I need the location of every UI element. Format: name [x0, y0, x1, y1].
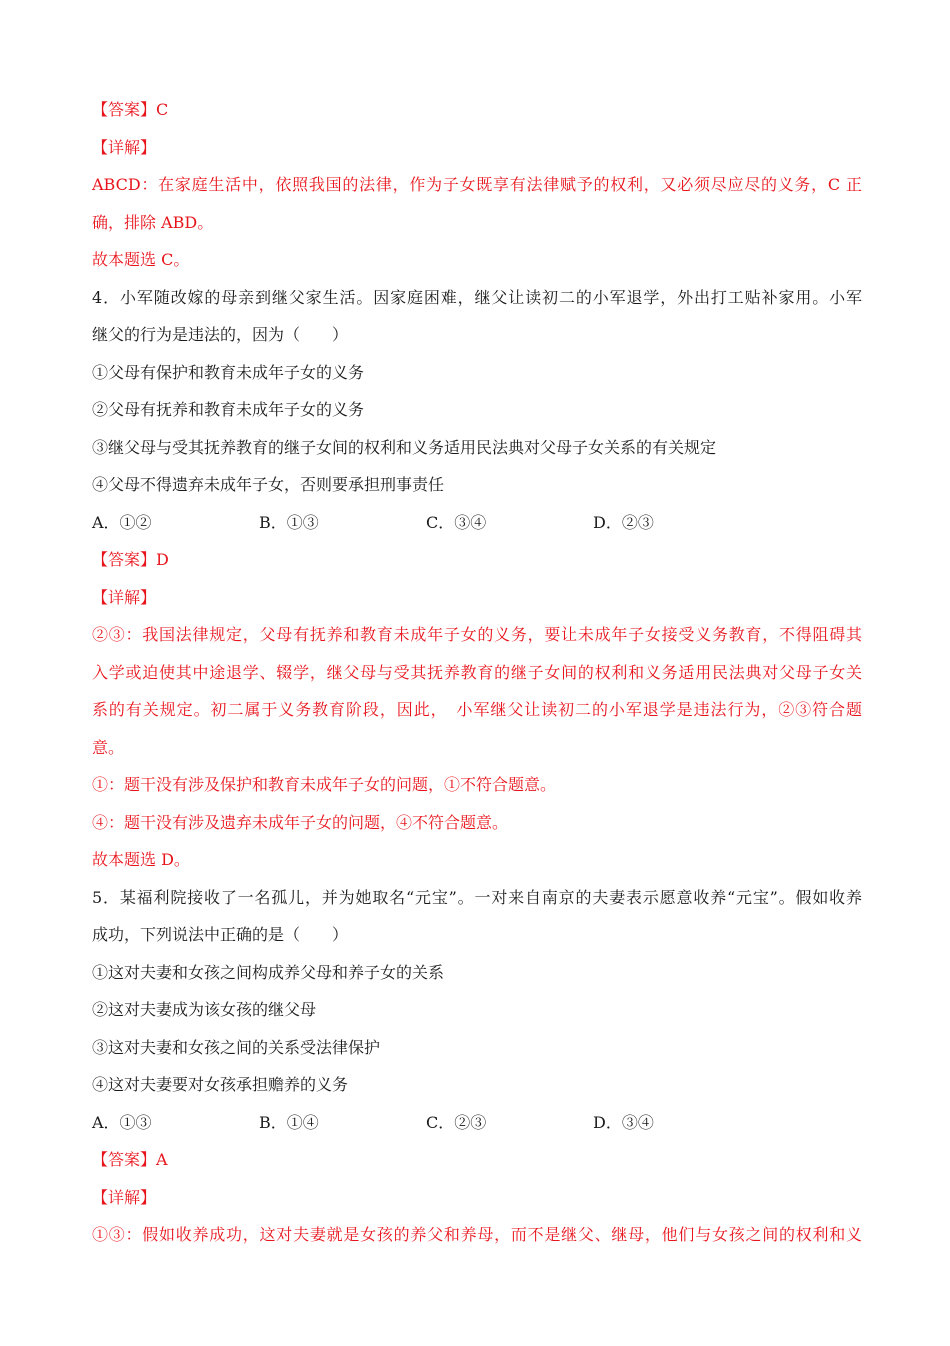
option-d: D．③④	[593, 1113, 654, 1132]
q4-stem: 4．小军随改嫁的母亲到继父家生活。因家庭困难，继父让读初二的小军退学，外出打工贴补家用。小军	[92, 288, 862, 307]
q3-detail-label: 【详解】	[92, 138, 157, 157]
q5-detail-label: 【详解】	[92, 1188, 157, 1207]
option-b: B．①④	[259, 1113, 319, 1132]
q4-answer	[92, 550, 862, 570]
option-b: B．①③	[259, 513, 319, 532]
option-a: A．①③	[92, 1113, 152, 1132]
q5-answer	[92, 1150, 862, 1170]
q5-item: ①这对夫妻和女孩之间构成养父母和养子女的关系	[92, 963, 445, 982]
q4-detail-line: ④：题干没有涉及遗弃未成年子女的问题，④不符合题意。	[92, 813, 509, 832]
answer-label: 【答案】	[92, 100, 157, 119]
q4-detail-line: ①：题干没有涉及保护和教育未成年子女的问题，①不符合题意。	[92, 775, 557, 794]
q5-item: ③这对夫妻和女孩之间的关系受法律保护	[92, 1038, 381, 1057]
q4-item: ①父母有保护和教育未成年子女的义务	[92, 363, 365, 382]
q5-item: ④这对夫妻要对女孩承担赡养的义务	[92, 1075, 349, 1094]
option-c: C．③④	[426, 513, 487, 532]
q5-stem: 成功，下列说法中正确的是（ ）	[92, 925, 349, 944]
q3-answer	[92, 100, 862, 120]
q4-conclusion: 故本题选 D。	[92, 850, 190, 869]
q4-detail-line: ②③：我国法律规定，父母有抚养和教育未成年子女的义务，要让未成年子女接受义务教育，不得阻碍其	[92, 625, 862, 644]
q4-detail-label: 【详解】	[92, 588, 157, 607]
q4-detail-line: 意。	[92, 738, 125, 757]
option-d: D．②③	[593, 513, 654, 532]
q5-options	[92, 1113, 862, 1133]
q4-detail-line: 系的有关规定。初二属于义务教育阶段，因此， 小军继父让读初二的小军退学是违法行为，②③符合题	[92, 700, 862, 719]
q3-detail-line: 确，排除 ABD。	[92, 213, 214, 232]
q3-detail-line: ABCD：在家庭生活中，依照我国的法律，作为子女既享有法律赋予的权利，又必须尽应尽的义务，C 正	[92, 175, 862, 194]
q5-item: ②这对夫妻成为该女孩的继父母	[92, 1000, 317, 1019]
answer-value: A	[156, 1150, 168, 1169]
q4-item: ③继父母与受其抚养教育的继子女间的权利和义务适用民法典对父母子女关系的有关规定	[92, 438, 717, 457]
q3-conclusion: 故本题选 C。	[92, 250, 190, 269]
q4-item: ④父母不得遗弃未成年子女，否则要承担刑事责任	[92, 475, 445, 494]
q5-stem: 5．某福利院接收了一名孤儿，并为她取名“元宝”。一对来自南京的夫妻表示愿意收养“元宝”。假如收养	[92, 888, 862, 907]
q4-detail-line: 入学或迫使其中途退学、辍学，继父母与受其抚养教育的继子女间的权利和义务适用民法典对父母子女关	[92, 663, 862, 682]
q4-item: ②父母有抚养和教育未成年子女的义务	[92, 400, 365, 419]
answer-value: C	[156, 100, 169, 119]
q5-detail-line: ①③：假如收养成功，这对夫妻就是女孩的养父和养母，而不是继父、继母，他们与女孩之间的权利和义	[92, 1225, 862, 1244]
answer-label: 【答案】	[92, 1150, 157, 1169]
option-c: C．②③	[426, 1113, 487, 1132]
option-a: A．①②	[92, 513, 152, 532]
answer-label: 【答案】	[92, 550, 157, 569]
answer-value: D	[156, 550, 169, 569]
q4-stem: 继父的行为是违法的，因为（ ）	[92, 325, 349, 344]
q4-options	[92, 513, 862, 533]
